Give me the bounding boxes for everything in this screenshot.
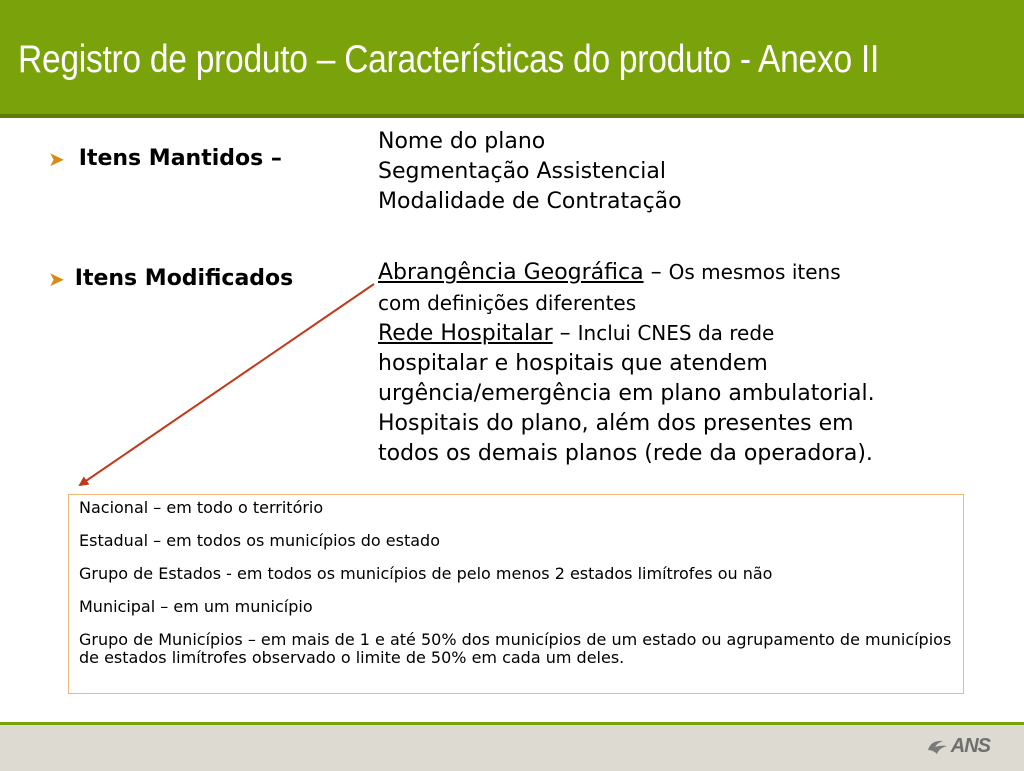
arrow-bullet-icon: ➤ [48,146,65,171]
region-item: Municipal – em um município [79,597,313,616]
ans-logo [925,735,990,758]
geographic-coverage-box [68,494,964,694]
itens-modificados-label: Itens Modificados [74,266,294,291]
region-item: Estadual – em todos os municípios do estado [79,531,440,550]
rede-text-line: hospitalar e hospitais que atendem [378,351,768,376]
footer-bar [0,722,1024,771]
mantidos-item: Segmentação Assistencial [378,159,666,184]
rede-dash: – [552,321,578,346]
region-item: Grupo de Estados - em todos os municípios de pelo menos 2 estados limítrofes ou não [79,564,773,583]
mantidos-item: Nome do plano [378,129,546,154]
rede-heading: Rede Hospitalar [378,321,553,346]
region-item: Grupo de Municípios – em mais de 1 e até 50% dos municípios de um estado ou agrupamento de municípios de estados limítrofes observado o limite de 50% em cada um deles. [79,630,952,667]
arrow-bullet-icon: ➤ [48,266,65,291]
slide-title: Registro de produto – Características do produto - Anexo II [18,38,880,81]
rede-text: Inclui CNES da rede [577,321,775,345]
ans-logo-icon [925,736,951,758]
rede-text-line: Hospitais do plano, além dos presentes em [378,411,854,436]
region-item: Nacional – em todo o território [79,498,324,517]
mantidos-item: Modalidade de Contratação [378,189,682,214]
rede-text-line: todos os demais planos (rede da operadora). [378,441,873,466]
abrangencia-dash: – [643,260,669,285]
rede-text-line: urgência/emergência em plano ambulatorial. [378,381,875,406]
abrangencia-text-cont: com definições diferentes [378,291,637,315]
itens-mantidos-label: Itens Mantidos – [78,146,282,171]
abrangencia-text: Os mesmos itens [668,260,841,284]
ans-logo-text: ANS [950,735,990,757]
abrangencia-heading: Abrangência Geográfica [378,260,644,285]
